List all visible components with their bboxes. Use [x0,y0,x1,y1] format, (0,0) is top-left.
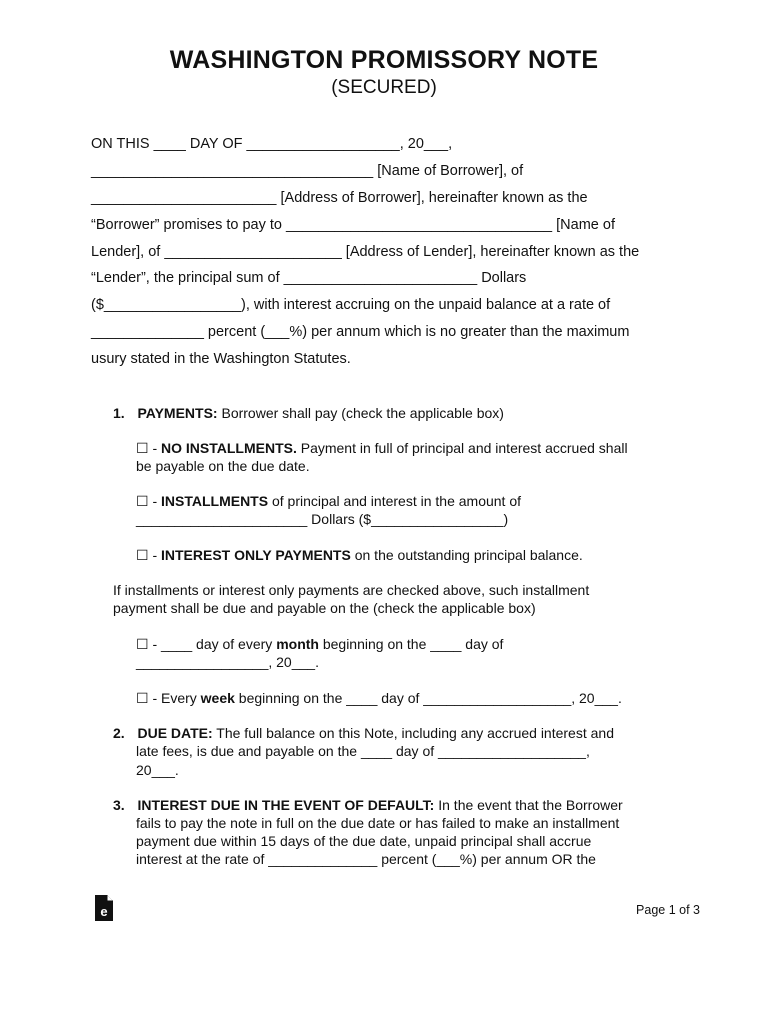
intro-line: ON THIS ____ DAY OF ___________________, 20___, [91,136,453,152]
option-no-installments [136,439,628,457]
option-bold-word: month [276,636,319,652]
svg-text:e: e [100,904,108,919]
intro-line: usury stated in the Washington Statutes. [91,351,351,367]
document-logo-icon-svg [94,894,114,922]
intro-line: Lender], of ______________________ [Address of Lender], hereinafter known as the [91,244,640,260]
option-installments [136,492,521,510]
schedule-intro-line: If installments or interest only payments are checked above, such installment [113,582,590,598]
option-text: on the outstanding principal balance. [350,547,583,563]
section-number: 3. [113,797,125,813]
section-2-heading-line [113,724,614,742]
checkbox-icon[interactable]: ☐ - [136,547,161,563]
intro-line: ___________________________________ [Name of Borrower], of [91,163,524,179]
intro-line: ($_________________), with interest accruing on the unpaid balance at a rate of [91,297,611,313]
section-text-continued: fails to pay the note in full on the due date or has failed to make an installment [136,815,620,831]
section-1-heading-line [113,404,504,422]
section-number: 1. [113,405,125,421]
checkbox-icon[interactable]: ☐ - [136,493,161,509]
intro-line: “Lender”, the principal sum of ________________________ Dollars [91,270,527,286]
section-heading: DUE DATE: [137,725,213,741]
section-text-continued: interest at the rate of ______________ percent (___%) per annum OR the [136,851,596,867]
page-number: Page 1 of 3 [636,903,700,917]
option-text-continued: ______________________ Dollars ($_________________) [136,511,509,527]
section-3-heading-line [113,796,623,814]
section-text: In the event that the Borrower [434,797,623,813]
section-text-continued: late fees, is due and payable on the ____ day of ___________________, [136,743,590,759]
section-heading: PAYMENTS: [137,405,218,421]
option-text: Payment in full of principal and interest accrued shall [296,440,628,456]
option-weekly [136,689,622,707]
option-label: NO INSTALLMENTS. [161,440,297,456]
option-text: beginning on the ____ day of [318,636,504,652]
option-label: INSTALLMENTS [161,493,269,509]
intro-line: _______________________ [Address of Borrower], hereinafter known as the [91,190,588,206]
section-number: 2. [113,725,125,741]
option-text: of principal and interest in the amount of [268,493,522,509]
option-interest-only [136,546,583,564]
document-title: WASHINGTON PROMISSORY NOTE [169,46,599,74]
option-bold-word: week [200,690,235,706]
option-monthly [136,635,503,653]
intro-line: “Borrower” promises to pay to _________________________________ [Name of [91,217,615,233]
option-text: ☐ - Every [136,690,201,706]
schedule-intro-line: payment shall be due and payable on the (check the applicable box) [113,600,536,616]
section-text-continued: payment due within 15 days of the due date, unpaid principal shall accrue [136,833,592,849]
section-text: Borrower shall pay (check the applicable box) [217,405,504,421]
option-label: INTEREST ONLY PAYMENTS [161,547,351,563]
intro-line: ______________ percent (___%) per annum which is no greater than the maximum [91,324,630,340]
option-text-continued: _________________, 20___. [136,654,319,670]
option-text: beginning on the ____ day of ___________________, 20___. [234,690,622,706]
document-logo-icon [94,894,114,922]
checkbox-icon[interactable]: ☐ - [136,440,161,456]
section-text: The full balance on this Note, including any accrued interest and [212,725,614,741]
document-subtitle: (SECURED) [331,77,437,98]
option-text: ☐ - ____ day of every [136,636,277,652]
section-text-continued: 20___. [136,762,179,778]
option-text-continued: be payable on the due date. [136,458,310,474]
section-heading: INTEREST DUE IN THE EVENT OF DEFAULT: [137,797,435,813]
